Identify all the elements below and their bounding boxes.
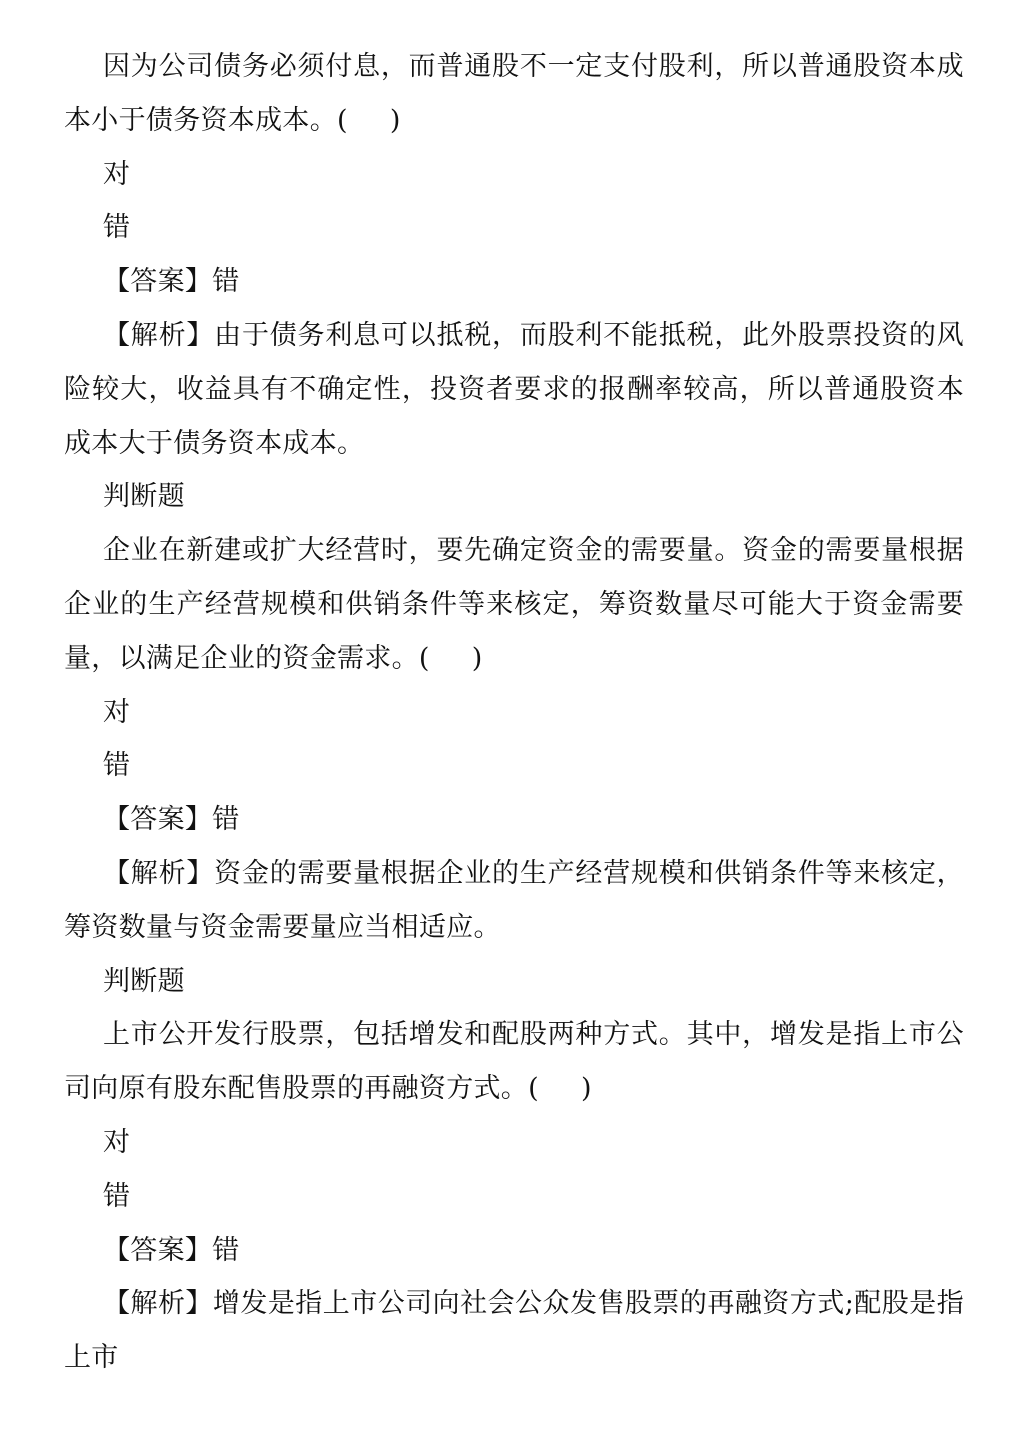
answer: 【答案】错 — [103, 804, 240, 836]
question-text: 因为公司债务必须付息，而普通股不一定支付股利，所以普通股资本成本小于债务资本成本。( ) — [64, 51, 964, 136]
question-text: 上市公开发行股票，包括增发和配股两种方式。其中，增发是指上市公司向原有股东配售股票的再融资方式。( ) — [64, 1019, 964, 1105]
question-type-label: 判断题 — [103, 965, 185, 997]
analysis: 【解析】增发是指上市公司向社会公众发售股票的再融资方式;配股是指上市 — [64, 1288, 964, 1374]
answer: 【答案】错 — [103, 266, 240, 298]
question-text: 企业在新建或扩大经营时，要先确定资金的需要量。资金的需要量根据企业的生产经营规模和供销条件等来核定，筹资数量尽可能大于资金需要量，以满足企业的资金需求。( ) — [64, 535, 964, 674]
option-true: 对 — [103, 158, 131, 190]
option-false: 错 — [103, 750, 131, 782]
analysis: 【解析】由于债务利息可以抵税，而股利不能抵税，此外股票投资的风险较大，收益具有不确定性，投资者要求的报酬率较高，所以普通股资本成本大于债务资本成本。 — [64, 319, 964, 459]
option-true: 对 — [103, 1126, 131, 1158]
option-false: 错 — [103, 1180, 131, 1212]
question-type-label: 判断题 — [103, 481, 185, 513]
option-false: 错 — [103, 212, 131, 244]
answer: 【答案】错 — [103, 1234, 240, 1266]
option-true: 对 — [103, 696, 131, 728]
analysis: 【解析】资金的需要量根据企业的生产经营规模和供销条件等来核定，筹资数量与资金需要量应当相适应。 — [64, 857, 964, 943]
document-page — [64, 40, 964, 1385]
